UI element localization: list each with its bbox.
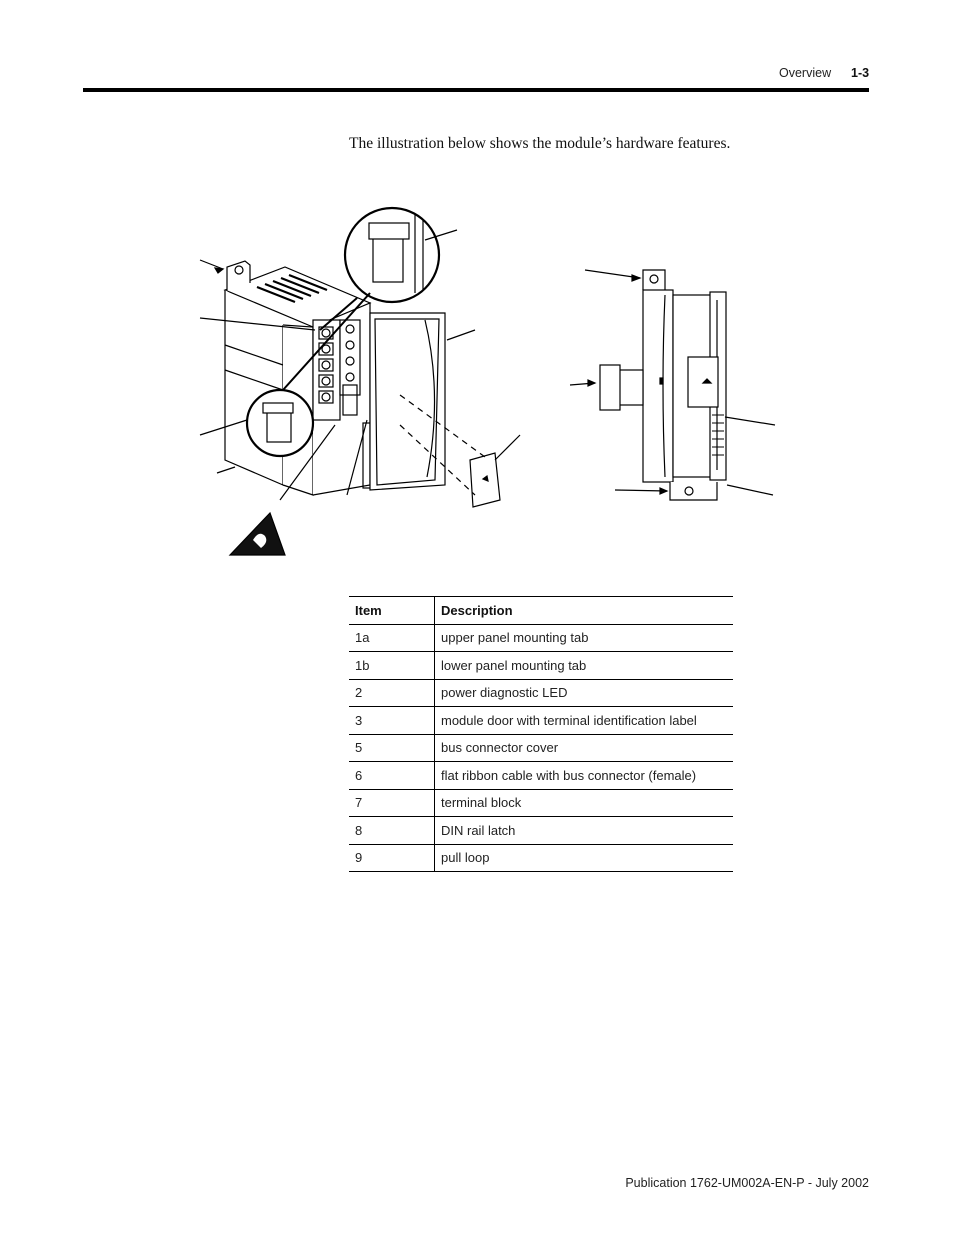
table-row xyxy=(349,844,733,872)
description-cell: pull loop xyxy=(435,844,734,872)
column-header-item: Item xyxy=(349,597,435,625)
item-cell: 8 xyxy=(349,817,435,845)
hardware-items-table xyxy=(349,596,733,872)
description-cell: flat ribbon cable with bus connector (female) xyxy=(435,762,734,790)
item-cell: 5 xyxy=(349,734,435,762)
table-header-row xyxy=(349,597,733,625)
description-cell: power diagnostic LED xyxy=(435,679,734,707)
item-cell: 7 xyxy=(349,789,435,817)
description-cell: bus connector cover xyxy=(435,734,734,762)
page-number: 1-3 xyxy=(851,66,870,80)
item-cell: 6 xyxy=(349,762,435,790)
table-row xyxy=(349,762,733,790)
intro-text: The illustration below shows the module’s hardware features. xyxy=(349,135,731,152)
module-illustration xyxy=(195,195,795,575)
header-rule xyxy=(83,88,869,92)
description-cell: DIN rail latch xyxy=(435,817,734,845)
item-cell: 3 xyxy=(349,707,435,735)
table-row xyxy=(349,734,733,762)
description-cell: module door with terminal identification label xyxy=(435,707,734,735)
table-row xyxy=(349,817,733,845)
page-header xyxy=(0,0,954,100)
item-cell: 1a xyxy=(349,624,435,652)
description-cell: upper panel mounting tab xyxy=(435,624,734,652)
section-title: Overview xyxy=(779,66,832,80)
item-cell: 1b xyxy=(349,652,435,680)
static-sensitive-hand-icon xyxy=(230,513,285,555)
table-row xyxy=(349,652,733,680)
module-isometric-view xyxy=(200,208,520,555)
item-cell: 2 xyxy=(349,679,435,707)
table-row xyxy=(349,707,733,735)
table-row xyxy=(349,624,733,652)
item-cell: 9 xyxy=(349,844,435,872)
hardware-figure xyxy=(195,195,795,575)
description-cell: terminal block xyxy=(435,789,734,817)
column-header-description: Description xyxy=(435,597,734,625)
module-side-view xyxy=(570,270,775,500)
page-footer: Publication 1762-UM002A-EN-P - July 2002 xyxy=(625,1176,869,1190)
description-cell: lower panel mounting tab xyxy=(435,652,734,680)
table-row xyxy=(349,679,733,707)
table-row xyxy=(349,789,733,817)
